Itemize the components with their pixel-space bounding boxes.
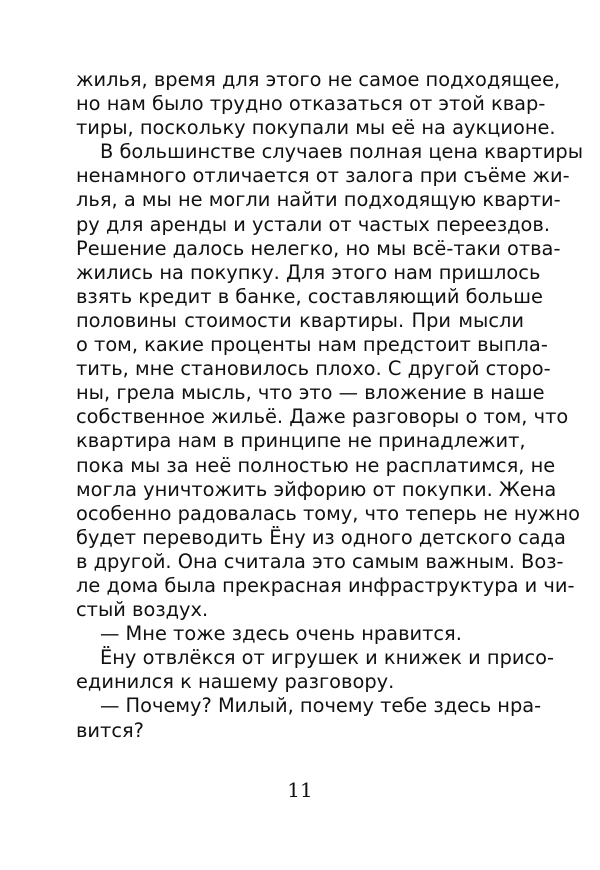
text-line: единился к нашему разговору. [76,670,395,694]
dialogue-line: — Почему? Милый, почему тебе здесь нра- [100,694,542,718]
text-line: половины стоимости квартиры. При мысли [76,308,524,332]
text-line: ле дома была прекрасная инфраструктура и чи- [76,573,575,597]
text-line: ненамного отличается от залога при съёме жи- [76,164,570,188]
dialogue-line: — Мне тоже здесь очень нравится. [100,622,462,646]
text-line: собственное жильё. Даже разговоры о том, что [76,405,569,429]
text-line: в другой. Она считала это самым важным. Воз- [76,549,564,573]
text-line: ны, грела мысль, что это — вложение в наше [76,381,545,405]
text-line: Ёну отвлёкся от игрушек и книжек и присо- [100,646,555,670]
text-line: квартира нам в принципе не принадлежит, [76,429,526,453]
text-line: вится? [76,718,144,742]
text-line: о том, какие проценты нам предстоит выпла- [76,333,548,357]
text-line: тиры, поскольку покупали мы её на аукционе. [76,116,556,140]
text-line: пока мы за неё полностью не расплатимся, не [76,453,556,477]
text-line: ру для аренды и устали от частых переездов. [76,212,551,236]
body-text [76,68,584,743]
text-line: жилья, время для этого не самое подходящее, [76,68,561,91]
text-line: стый воздух. [76,598,209,622]
text-line: тить, мне становилось плохо. С другой сторо- [76,357,551,381]
text-line: особенно радовалась тому, что теперь не нужно [76,501,580,525]
text-line: жились на покупку. Для этого нам пришлось [76,260,541,284]
text-line: будет переводить Ёну из одного детского сада [76,525,566,549]
text-line: взять кредит в банке, составляющий больше [76,284,543,308]
text-line: могла уничтожить эйфорию от покупки. Жена [76,477,557,501]
text-line: лья, а мы не могли найти подходящую кварти- [76,188,561,212]
text-line: но нам было трудно отказаться от этой квар- [76,92,546,116]
text-line: В большинстве случаев полная цена квартиры [100,140,584,164]
page-number: 11 [287,778,313,802]
text-line: Решение далось нелегко, но мы всё-таки отва- [76,236,561,260]
